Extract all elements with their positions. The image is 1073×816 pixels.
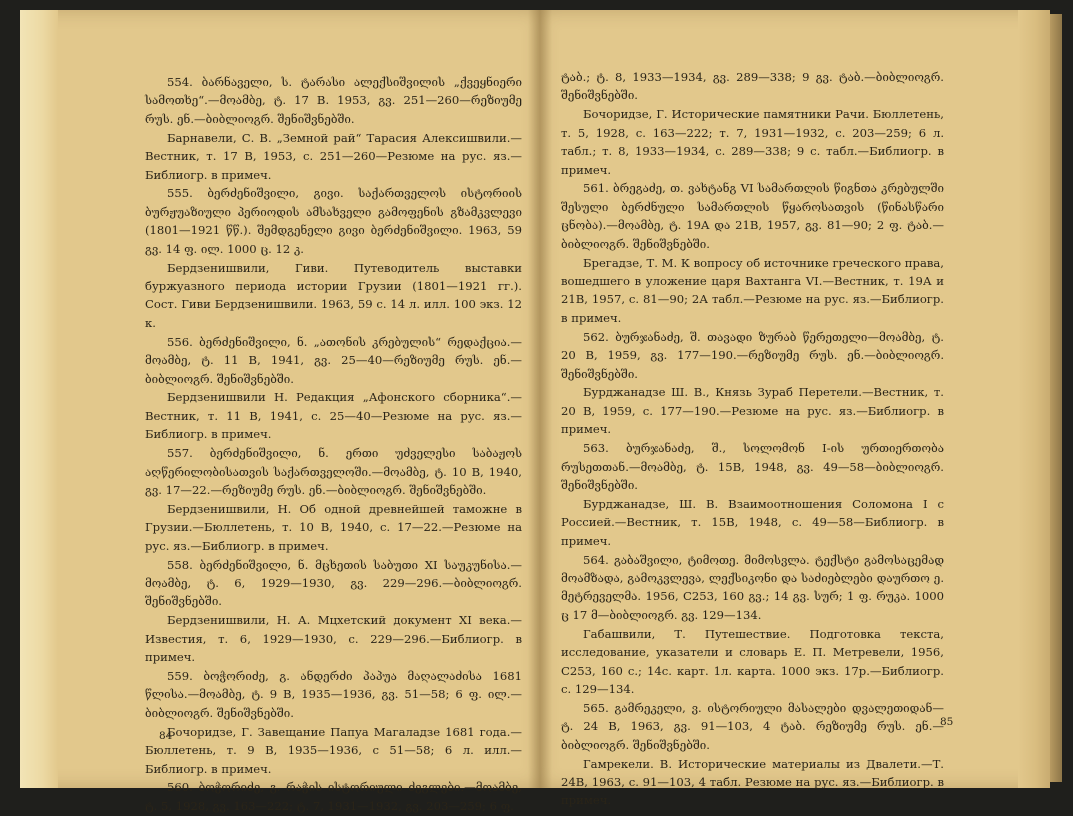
bibliography-entry: Гамрекели. В. Исторические материалы из Двалети.—Т. 24В, 1963, с. 91—103, 4 табл. Резюме на рус. яз.—Библиогр. в примеч. xyxy=(561,756,944,808)
book-spine xyxy=(528,10,552,788)
page-number-right: 85 xyxy=(940,716,954,728)
bibliography-entry: Бочоридзе, Г. Завещание Папуа Магаладзе 1681 года.—Бюллетень, т. 9 В, 1935—1936, с 51—58; 6 л. илл.—Библиогр. в примеч. xyxy=(145,724,522,776)
left-page-text xyxy=(145,73,522,816)
bibliography-entry: 565. გამრეკელი, ვ. ისტორიული მასალები დვალეთიდან—ტ. 24 B, 1963, გვ. 91—103, 4 ტაბ. რეზიუმე რუს. ენ.—ბიბლიოგრ. შენიშვნებში. xyxy=(561,700,944,752)
bibliography-entry: 561. ბრეგაძე, თ. ვახტანგ VI სამართლის წიგნთა კრებულში შესული ბერძნული სამართლის წყაროსათვის (წინასწარი ცნობა).—მოამბე, ტ. 19A და 21B, 1957, გვ. 81—90; 2 ფ. ტაბ.—ბიბლიოგრ. შენიშვნებში. xyxy=(561,181,944,251)
bibliography-entry: 560. ბოჭორიძე, გ. რაჭის ისტორიული ძეგლები.—მოამბე, ტ. 5, 1928, გვ. 163—222; ტ. 7, 1931—1932, გვ. 203—259; 6 ფ. xyxy=(145,780,522,813)
bibliography-entry: Бурджанадзе, Ш. В. Взаимоотношения Соломона I с Россией.—Вестник, т. 15В, 1948, с. 49—58—Библиогр. в примеч. xyxy=(561,496,944,548)
bibliography-entry: Бердзенишвили, Н. Об одной древнейшей таможне в Грузии.—Бюллетень, т. 10 В, 1940, с. 17—22.—Резюме на рус. яз.—Библиогр. в примеч. xyxy=(145,501,522,553)
bibliography-entry: Бочоридзе, Г. Исторические памятники Рачи. Бюллетень, т. 5, 1928, с. 163—222; т. 7, 1931—1932, с. 203—259; 6 л. табл.; т. 8, 1933—1934, с. 289—338; 9 с. табл.—Библиогр. в примеч. xyxy=(561,107,944,177)
bibliography-entry: 563. ბურჯანაძე, შ., სოლომონ I-ის ურთიერთობა რუსეთთან.—მოამბე, ტ. 15B, 1948, გვ. 49—58—ბიბლიოგრ. შენიშვნებში. xyxy=(561,441,944,492)
bibliography-entry: Бурджанадзе Ш. В., Князь Зураб Перетели.—Вестник, т. 20 В, 1959, с. 177—190.—Резюме на рус. яз.—Библиогр. в примеч. xyxy=(561,385,944,437)
bibliography-entry: Габашвили, Т. Путешествие. Подготовка текста, исследование, указатели и словарь Е. П. Метревели, 1956, C253, 160 с.; 14с. карт. 1л. карта. 1000 экз. 17р.—Библиогр. с. 129—134. xyxy=(561,626,944,696)
bibliography-entry: Бердзенишвили, Гиви. Путеводитель выставки буржуазного периода истории Грузии (1801—1921 гг.). Сост. Гиви Бердзенишвили. 1963, 59 с. 14 л. илл. 100 экз. 12 к. xyxy=(145,260,522,330)
bibliography-entry: 559. ბოჭორიძე, გ. ანდერძი პაპუა მაღალაძისა 1681 წლისა.—მოამბე, ტ. 9 B, 1935—1936, გვ. 51—58; 6 ფ. ილ.—ბიბლიოგრ. შენიშვნებში. xyxy=(145,669,522,720)
bibliography-entry: Брегадзе, Т. М. К вопросу об источнике греческого права, вошедшего в уложение царя Вахтанга VI.—Вестник, т. 19А и 21В, 1957, с. 81—90; 2А табл.—Резюме на рус. яз.—Библиогр. в примеч. xyxy=(561,255,944,325)
bibliography-entry: Барнавели, С. В. „Земной рай“ Тарасия Алексишвили.—Вестник, т. 17 В, 1953, с. 251—260—Резюме на рус. яз.—Библиогр. в примеч. xyxy=(145,130,522,182)
bibliography-entry: ტაბ.; ტ. 8, 1933—1934, გვ. 289—338; 9 გვ. ტაბ.—ბიბლიოგრ. შენიშვნებში. xyxy=(561,70,944,103)
bibliography-entry: 562. ბურჯანაძე, შ. თავადი ზურაბ წერეთელი—მოამბე, ტ. 20 B, 1959, გვ. 177—190.—რეზიუმე რუს. ენ.—ბიბლიოგრ. შენიშვნებში. xyxy=(561,329,944,381)
bibliography-entry: Бердзенишвили, Н. А. Мцхетский документ XI века.—Известия, т. 6, 1929—1930, с. 229—296.—Библиогр. в примеч. xyxy=(145,613,522,665)
bibliography-entry: 556. ბერძენიშვილი, ნ. „ათონის კრებულის“ რედაქცია.—მოამბე, ტ. 11 B, 1941, გვ. 25—40—რეზიუმე რუს. ენ.—ბიბლიოგრ. შენიშვნებში. xyxy=(145,334,522,386)
right-page-text xyxy=(561,68,944,810)
bibliography-entry: 557. ბერძენიშვილი, ნ. ერთი უძველესი საბაჟოს აღწერილობისათვის საქართველოში.—მოამბე, ტ. 10 B, 1940, გვ. 17—22.—რეზიუმე რუს. ენ.—ბიბლიოგრ. შენიშვნებში. xyxy=(145,446,522,497)
bibliography-entry: Бердзенишвили Н. Редакция „Афонского сборника“.—Вестник, т. 11 В, 1941, с. 25—40—Резюме на рус. яз.—Библиогр. в примеч. xyxy=(145,390,522,442)
page-number-left: 84 xyxy=(159,730,173,742)
bibliography-entry: 564. გაბაშვილი, ტიმოთე. მიმოსვლა. ტექსტი გამოსაცემად მოამზადა, გამოკვლევა, ლექსიკონი და საძიებლები დაურთო ე. მეტრეველმა. 1956, C253, 160 გვ.; 14 გვ. სურ; 1 ფ. რუკა. 1000 ც 17 მ—ბიბლიოგრ. გვ. 129—134. xyxy=(561,552,944,622)
bibliography-entry: 554. ბარნაველი, ს. ტარასი ალექსიშვილის „ქვეყნიერი სამოთხე“.—მოამბე, ტ. 17 B. 1953, გვ. 251—260—რეზიუმე რუს. ენ.—ბიბლიოგრ. შენიშვნებში. xyxy=(145,75,522,126)
page-edges xyxy=(1050,14,1062,782)
bibliography-entry: 555. ბერძენიშვილი, გივი. საქართველოს ისტორიის ბურჟუაზიული პერიოდის ამსახველი გამოფენის გზამკვლევი (1801—1921 წწ.). შემდგენელი გივი ბერძენიშვილი. 1963, 59 გვ. 14 ფ. ილ. 1000 ც. 12 კ. xyxy=(145,186,522,256)
bibliography-entry: 558. ბერძენიშვილი, ნ. მცხეთის საბუთი XI საუკუნისა.—მოამბე, ტ. 6, 1929—1930, გვ. 229—296.—ბიბლიოგრ. შენიშვნებში. xyxy=(145,557,522,609)
